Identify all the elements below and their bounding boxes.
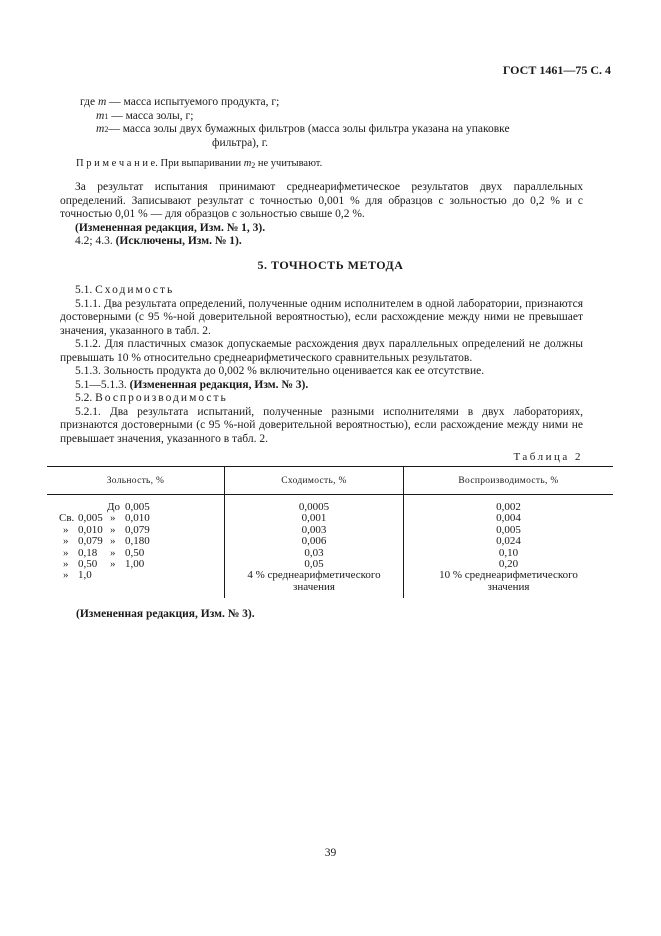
note-symbol: m bbox=[243, 158, 252, 169]
ash-column bbox=[47, 502, 223, 582]
amendment-5-1-prefix: 5.1—5.1.3. bbox=[75, 378, 130, 391]
table-cell: 0,05 bbox=[304, 558, 324, 571]
excluded-note: (Исключены, Изм. № 1). bbox=[115, 235, 242, 247]
table-cell: 0,004 bbox=[496, 512, 521, 525]
ash-to: 0,005 bbox=[125, 501, 150, 513]
table-cell: 0,006 bbox=[301, 535, 327, 548]
ash-to: 0,180 bbox=[125, 535, 150, 548]
table-footnote: (Измененная редакция, Изм. № 3). bbox=[76, 608, 255, 620]
result-paragraph: За результат испытания принимают среднеарифметическое результатов двух параллельных определений. Записывают результат с точностью 0,001 % для образцов с зольностью до 0,2 % и с точностью 0,01 % — для образцов с зольностью свыше 0,2 %. bbox=[60, 181, 583, 220]
definition-m2 bbox=[80, 123, 585, 137]
ash-from-word: Св. bbox=[59, 512, 75, 525]
header-ash: Зольность, % bbox=[106, 476, 165, 486]
ash-to: 0,50 bbox=[125, 546, 145, 559]
table-cell: 10 % среднеарифметического bbox=[439, 569, 578, 582]
symbol-m: m bbox=[97, 96, 107, 108]
table-cell: 0,002 bbox=[496, 501, 521, 513]
header-reproducibility: Воспроизводимость, % bbox=[458, 476, 559, 486]
note-symbol-sub: 2 bbox=[251, 161, 256, 170]
note bbox=[76, 157, 322, 173]
symbol-m1: m bbox=[96, 109, 105, 122]
ash-to-word: » bbox=[110, 523, 116, 536]
ash-from: 1,0 bbox=[78, 569, 92, 582]
table-caption: Таблица 2 bbox=[513, 451, 583, 463]
variable-definitions bbox=[80, 96, 585, 150]
note-label: П р и м е ч а н и е. bbox=[76, 158, 158, 169]
header-repeatability: Сходимость, % bbox=[281, 476, 347, 486]
clause-5-1-title: Сходимость bbox=[95, 284, 175, 296]
definition-m1 bbox=[80, 110, 585, 124]
clause-5-1-2: 5.1.2. Для пластичных смазок допускаемые расхождения двух параллельных определений не должны превышать 10 % относительно среднеарифметического сравнительных результатов. bbox=[60, 338, 583, 364]
ash-to: 0,010 bbox=[125, 512, 150, 525]
ash-from: 0,50 bbox=[78, 557, 98, 570]
definition-m2-text: — масса золы двух бумажных фильтров (масса золы фильтра указана на упаковке bbox=[108, 123, 510, 135]
table-cell: 0,001 bbox=[301, 512, 327, 525]
table-cell: 0,005 bbox=[496, 523, 521, 536]
table-cell: значения bbox=[293, 580, 335, 593]
table-cell: значения bbox=[487, 580, 530, 593]
definition-m1-text: — масса золы, г; bbox=[108, 109, 194, 122]
repeatability-column bbox=[225, 502, 403, 593]
ash-to: 0,079 bbox=[125, 523, 150, 536]
section-title: 5. ТОЧНОСТЬ МЕТОДА bbox=[257, 258, 404, 272]
ash-from-word: » bbox=[63, 557, 69, 570]
ash-to: 1,00 bbox=[125, 557, 145, 570]
where-prefix: где bbox=[80, 96, 98, 108]
clause-5-2 bbox=[60, 392, 583, 406]
ash-to-word: » bbox=[110, 546, 116, 559]
reproducibility-column bbox=[404, 502, 613, 593]
clause-5-1 bbox=[60, 284, 583, 298]
table-cell: 0,20 bbox=[498, 558, 519, 571]
table-cell: 0,03 bbox=[304, 546, 324, 559]
table-row bbox=[47, 570, 223, 581]
amendment-1-3: (Измененная редакция, Изм. № 1, 3). bbox=[75, 221, 266, 234]
definition-m2-continuation: фильтра), г. bbox=[212, 136, 269, 149]
table-header-rule bbox=[47, 494, 613, 495]
ash-from-word: » bbox=[63, 535, 69, 548]
excluded-prefix: 4.2; 4.3. bbox=[75, 235, 116, 247]
ash-from: 0,005 bbox=[78, 512, 103, 525]
section-5-body bbox=[60, 284, 583, 446]
amendment-5-1-note: (Измененная редакция, Изм. № 3). bbox=[129, 378, 309, 391]
table-cell: 0,0005 bbox=[298, 501, 330, 513]
definition-m bbox=[80, 96, 585, 110]
ash-from: 0,010 bbox=[78, 523, 103, 536]
table-row bbox=[47, 536, 223, 547]
clause-5-1-1: 5.1.1. Два результата определений, полученные одним исполнителем в одной лаборатории, признаются достоверными (с 95 %-ной доверительной вероятностью), если расхождение между ними не превышает значения, указанного в табл. 2. bbox=[60, 297, 583, 337]
result-block bbox=[60, 181, 583, 249]
note-text-after: не учитывают. bbox=[255, 158, 323, 169]
table-row bbox=[47, 559, 223, 570]
ash-from: 0,079 bbox=[78, 535, 103, 548]
excluded-clauses bbox=[60, 235, 583, 249]
note-text-before: При выпаривании bbox=[157, 158, 244, 169]
table-top-rule bbox=[47, 466, 613, 467]
table-cell: 0,10 bbox=[498, 546, 519, 559]
ash-to-word: » bbox=[110, 512, 116, 525]
table-cell: 0,024 bbox=[496, 535, 521, 548]
table-cell: 4 % среднеарифметического bbox=[247, 569, 381, 582]
ash-to-word: » bbox=[110, 535, 116, 548]
ash-to-word: До bbox=[107, 501, 121, 513]
symbol-m2: m bbox=[96, 123, 105, 135]
table-cell: 0,003 bbox=[301, 523, 327, 536]
page-number: 39 bbox=[324, 847, 337, 859]
precision-table bbox=[47, 466, 613, 598]
ash-to-word: » bbox=[110, 557, 116, 570]
clause-5-1-prefix: 5.1. bbox=[75, 284, 96, 296]
ash-from: 0,18 bbox=[78, 546, 98, 559]
ash-from-word: » bbox=[63, 546, 69, 559]
clause-5-2-title: Воспроизводимость bbox=[95, 392, 228, 404]
symbol-m2-sub: 2 bbox=[104, 125, 109, 134]
clause-5-2-1: 5.2.1. Два результата испытаний, полученные разными исполнителями в двух лабораториях, признаются достоверными (с 95 %-ной доверительной вероятностью), если расхождение между ними не превышает значения, указанного в табл. 2. bbox=[60, 405, 583, 445]
clause-5-1-3: 5.1.3. Зольность продукта до 0,002 % включительно оценивается как ее отсутствие. bbox=[75, 365, 485, 377]
clause-5-2-prefix: 5.2. bbox=[75, 392, 96, 404]
ash-from-word: » bbox=[63, 523, 69, 536]
page-header: ГОСТ 1461—75 С. 4 bbox=[502, 63, 611, 77]
definition-m-text: — масса испытуемого продукта, г; bbox=[106, 96, 280, 108]
symbol-m1-sub: 1 bbox=[104, 111, 109, 121]
ash-from-word: » bbox=[63, 569, 69, 582]
amendment-5-1 bbox=[60, 379, 583, 393]
